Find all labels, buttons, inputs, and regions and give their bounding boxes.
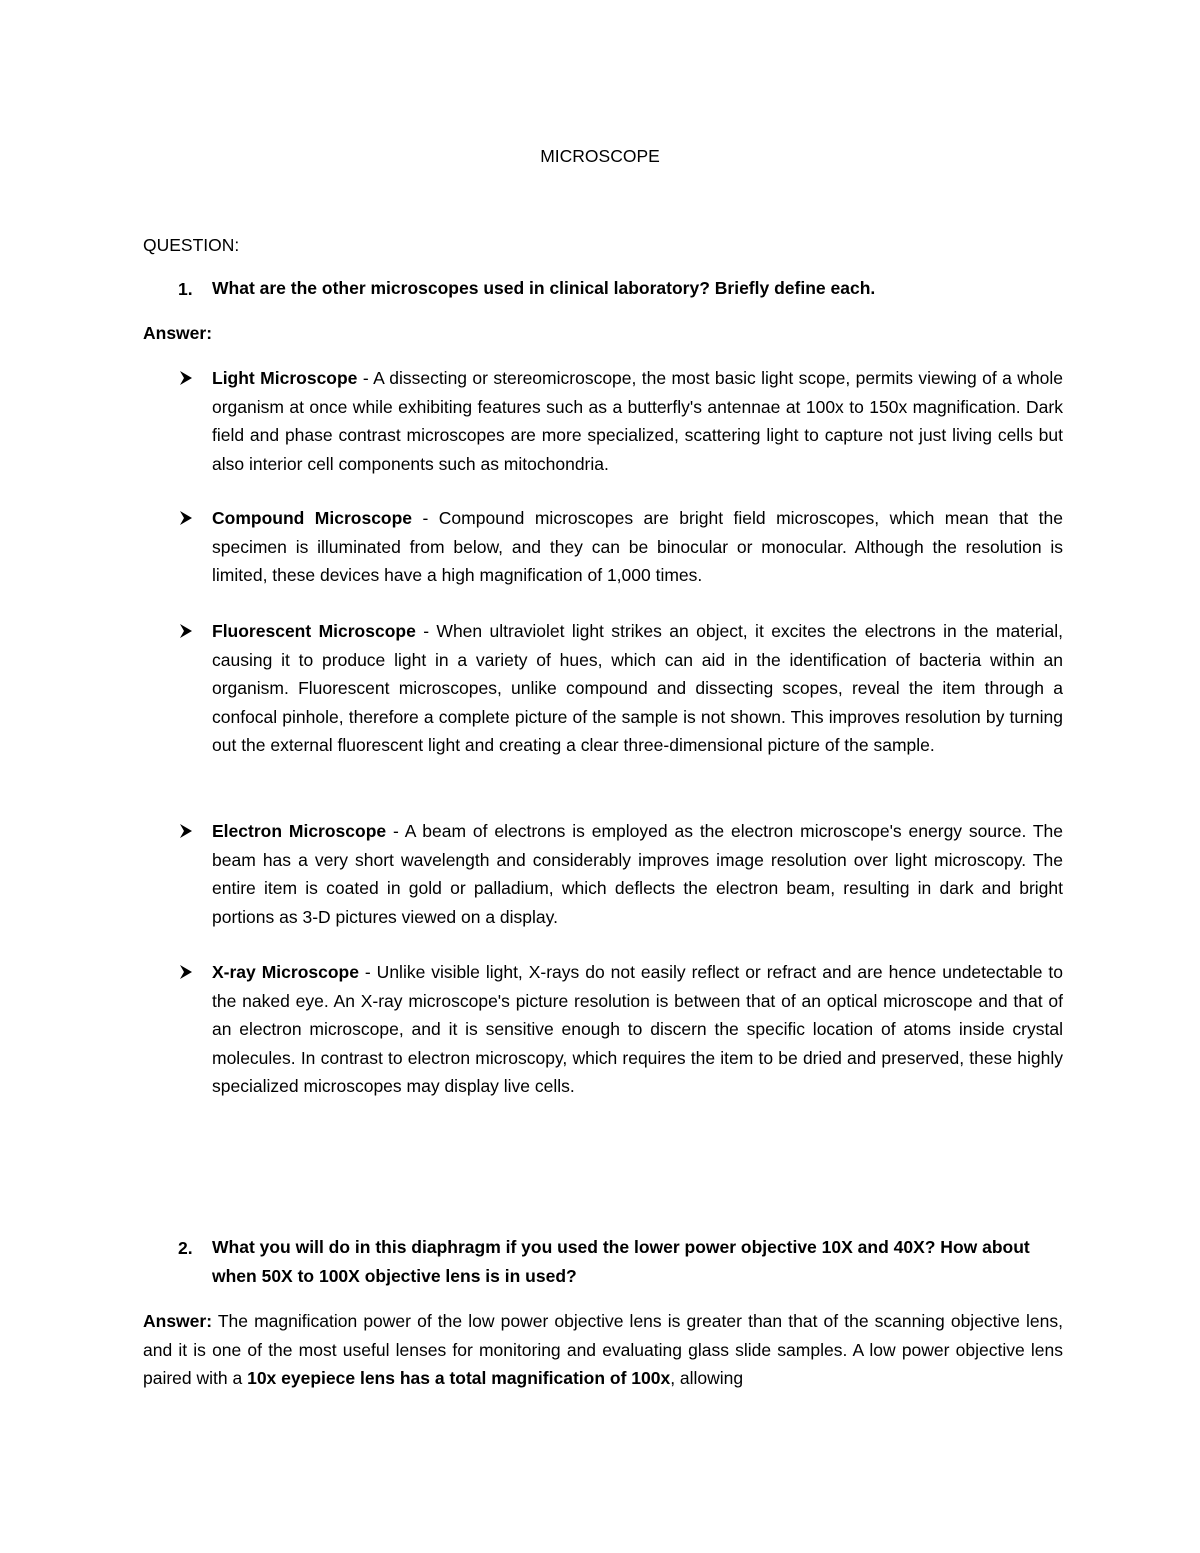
item-term: Light Microscope [212,368,358,388]
arrow-bullet-icon [178,823,194,839]
item-description: - A dissecting or stereomicroscope, the most basic light scope, permits viewing of a whole organism at once while exhibiting features such as a butterfly's antennae at 100x to 150x magnification. Dark field and phase contrast microscopes are more specialized, scattering light to capture not just living cells but also interior cell components such as mitochondria. [212,368,1063,474]
answer-2-text-part2: , allowing [670,1368,744,1388]
arrow-bullet-icon [178,510,194,526]
arrow-bullet-icon [178,370,194,386]
answer-2-text-bold: 10x eyepiece lens has a total magnification of 100x [247,1368,671,1388]
answer-item-compound-microscope [178,504,1063,590]
item-description: - Compound microscopes are bright field microscopes, which mean that the specimen is illuminated from below, and they can be binocular or monocular. Although the resolution is limited, these devices have a high magnification of 1,000 times. [212,508,1064,585]
answer-item-xray-microscope [178,958,1063,1101]
item-description: - Unlike visible light, X-rays do not easily reflect or refract and are hence undetectable to the naked eye. An X-ray microscope's picture resolution is between that of an optical microscope and that of an electron microscope, and it is sensitive enough to discern the specific location of atoms inside crystal molecules. In contrast to electron microscopy, which requires the item to be dried and preserved, these highly specialized microscopes may display live cells. [212,962,1063,1096]
item-term: Fluorescent Microscope [212,621,416,641]
answer-2-text-part1: The magnification power of the low power objective lens is greater than that of the scanning objective lens, and it is one of the most useful lenses for monitoring and evaluating glass slide samples. A low power objective lens paired with a [143,1311,1063,1388]
document-title: MICROSCOPE [540,146,660,166]
item-term: X-ray Microscope [212,962,359,982]
arrow-bullet-icon [178,623,194,639]
question-label: QUESTION: [143,235,240,255]
item-description: - A beam of electrons is employed as the electron microscope's energy source. The beam has a very short wavelength and considerably improves image resolution over light microscopy. The entire item is coated in gold or palladium, which deflects the electron beam, resulting in dark and bright portions as 3-D pictures viewed on a display. [212,821,1063,927]
question-1-text: What are the other microscopes used in clinical laboratory? Briefly define each. [212,278,876,298]
item-description: - When ultraviolet light strikes an object, it excites the electrons in the material, causing it to produce light in a variety of hues, which can aid in the identification of bacteria within an organism. Fluorescent microscopes, unlike compound and dissecting scopes, reveal the item through a confocal pinhole, therefore a complete picture of the sample is not shown. This improves resolution by turning out the external fluorescent light and creating a clear three-dimensional picture of the sample. [212,621,1063,755]
question-2-text: What you will do in this diaphragm if you used the lower power objective 10X and 40X? How about when 50X to 100X objective lens is in used? [212,1237,1030,1286]
answer-item-light-microscope [178,364,1063,478]
answer-item-fluorescent-microscope [178,617,1063,760]
answer-2-paragraph [143,1307,1063,1393]
item-term: Compound Microscope [212,508,413,528]
answer-item-electron-microscope [178,817,1063,931]
answer-2-label: Answer: [143,1311,213,1331]
item-term: Electron Microscope [212,821,387,841]
question-2-number: 2. [178,1238,193,1258]
arrow-bullet-icon [178,964,194,980]
answer-1-label: Answer: [143,323,213,343]
question-1-number: 1. [178,279,193,299]
